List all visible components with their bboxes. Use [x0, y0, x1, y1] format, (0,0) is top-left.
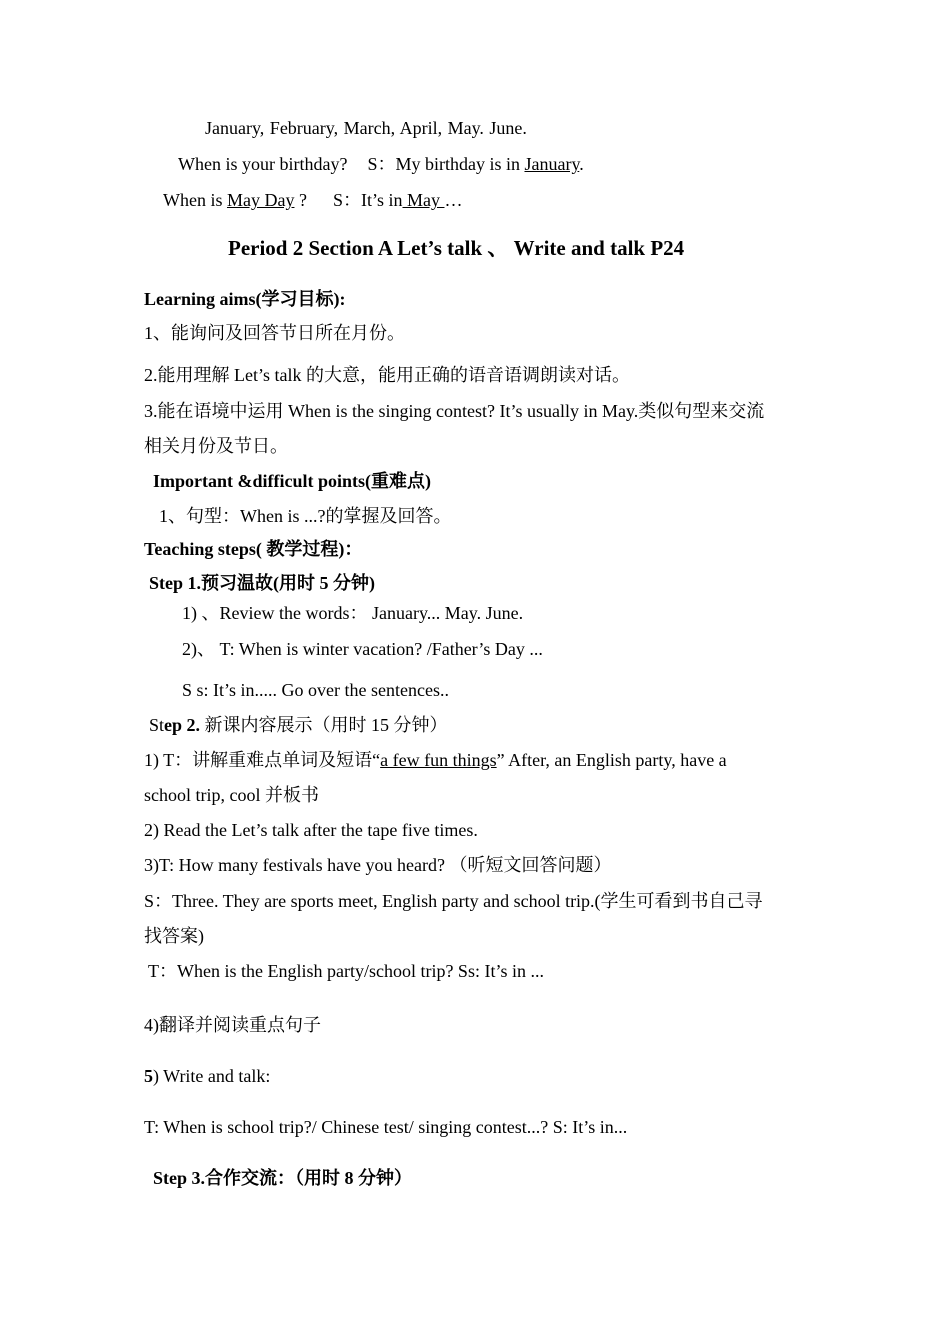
birthday-question: When is your birthday?: [178, 154, 348, 174]
step3-heading: Step 3.合作交流：（用时 8 分钟）: [153, 1168, 413, 1188]
step2-item-5-dialogue: T: When is school trip?/ Chinese test/ singing contest...? S: It’s in...: [144, 1117, 628, 1137]
birthday-dialogue: When is your birthday? S：My birthday is in January.: [178, 154, 584, 174]
step1-item-2: 2)、 T: When is winter vacation? /Father’s Day ...: [182, 639, 543, 659]
step2-item-3-answer: S：Three. They are sports meet, English party and school trip.(学生可看到书自己寻: [144, 891, 763, 911]
birthday-month: January: [524, 154, 580, 174]
step2-item-5: 5) Write and talk:: [144, 1066, 271, 1086]
step2-item-2: 2) Read the Let’s talk after the tape five times.: [144, 820, 478, 840]
mayday-month: May: [402, 190, 445, 210]
birthday-answer: S：My birthday is in: [367, 154, 525, 174]
step1-heading: Step 1.预习温故(用时 5 分钟): [149, 573, 375, 593]
step2-item-3: 3)T: How many festivals have you heard? （听短文回答问题）: [144, 855, 612, 875]
aim-item-3: 3.能在语境中运用 When is the singing contest? It’s usually in May.类似句型来交流: [144, 401, 765, 421]
important-points-heading: Important &difficult points(重难点): [153, 471, 431, 491]
key-phrase: a few fun things: [380, 750, 497, 770]
step2-item-4: 4)翻译并阅读重点句子: [144, 1015, 321, 1035]
step2-item-3-answer-cont: 找答案): [144, 926, 204, 946]
learning-aims-heading: Learning aims(学习目标):: [144, 289, 346, 309]
important-item-1: 1、句型：When is ...?的掌握及回答。: [159, 506, 452, 526]
mayday-dialogue: When is May Day ? S：It’s in May …: [163, 190, 463, 210]
step2-item-3-teacher: T：When is the English party/school trip? Ss: It’s in ...: [148, 961, 544, 981]
step1-item-1: 1) 、Review the words： January... May. June.: [182, 603, 524, 623]
step2-item-1: 1) T：讲解重难点单词及短语“a few fun things” After, an English party, have a: [144, 750, 727, 770]
mayday-answer: S：It’s in: [332, 190, 403, 210]
aim-item-2: 2.能用理解 Let’s talk 的大意，能用正确的语音语调朗读对话。: [144, 365, 630, 385]
step1-item-3: S s: It’s in..... Go over the sentences..: [182, 680, 449, 700]
step2-item-1-cont: school trip, cool 并板书: [144, 785, 319, 805]
teaching-steps-heading: Teaching steps( 教学过程)：: [144, 539, 363, 559]
step2-heading: Step 2. 新课内容展示（用时 15 分钟）: [149, 715, 448, 735]
aim-item-1: 1、能询问及回答节日所在月份。: [144, 323, 405, 343]
mayday-term: May Day: [226, 190, 295, 210]
page-title: Period 2 Section A Let’s talk 、 Write and talk P24: [228, 236, 685, 260]
aim-item-3-cont: 相关月份及节日。: [144, 436, 288, 456]
months-line: January, February, March, April, May. June.: [205, 118, 527, 138]
